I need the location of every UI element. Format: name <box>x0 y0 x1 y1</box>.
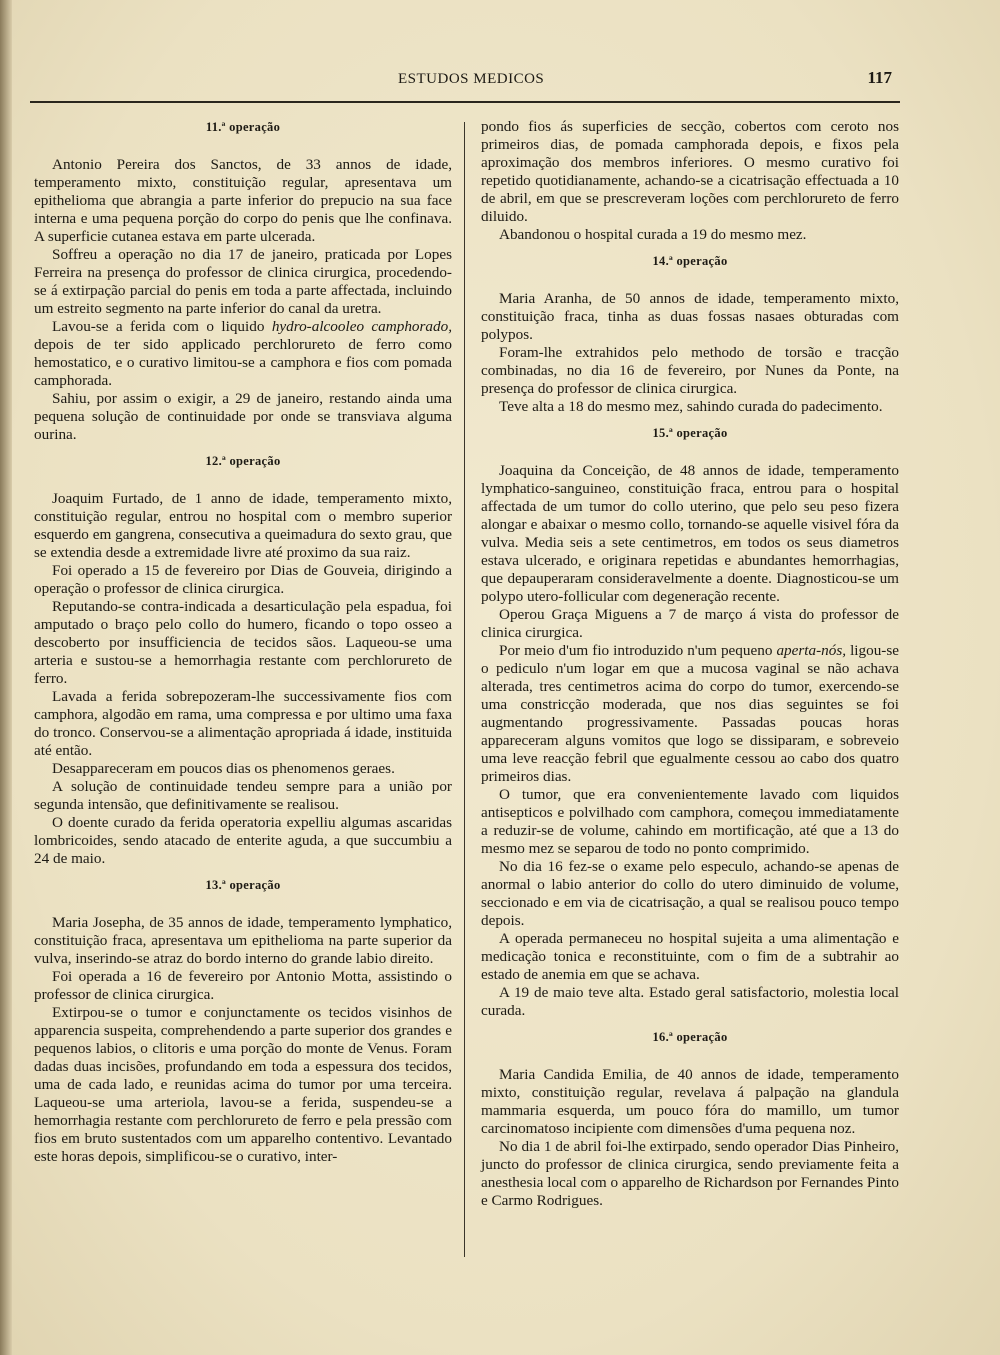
running-title: ESTUDOS MEDICOS <box>398 71 545 87</box>
paragraph: Joaquina da Conceição, de 48 annos de idade, temperamento lymphatico-sanguineo, constituição fraca, entrou para o hospital affectada de um tumor do collo uterino, que pelo seu peso fizera alongar e abaixar o mesmo collo, tornando-se aquelle visivel fóra da vulva. Media seis a sete centimetros, em todos os seus diametros estava ulcerado, e originara repetidas e abundantes hemorrhagias, que depauperaram consideravelmente a doente. Diagnosticou-se um polypo utero-follicular com degeneração recente. <box>481 462 899 605</box>
paragraph <box>481 642 899 786</box>
paragraph: No dia 1 de abril foi-lhe extirpado, sendo operador Dias Pinheiro, juncto do professor de clinica cirurgica, sendo previamente feita a anesthesia local com o apparelho de Richardson por Fernandes Pinto e Carmo Rodrigues. <box>481 1138 899 1209</box>
text-run: ligou-se o pediculo n'um logar em que a mucosa vaginal se não achava alterada, tres centimetros acima do corpo do tumor, exercendo-se uma constricção moderada, que nos dias seguintes se foi augmentando progressivamente. Passadas poucas horas appareceram alguns vomitos que logo se dissiparam, e sobreveio uma leve reacção febril que egualmente cessou ao cabo dos quatro primeiros dias. <box>481 642 899 785</box>
paragraph: Operou Graça Miguens a 7 de março á vista do professor de clinica cirurgica. <box>481 606 899 641</box>
paragraph: Foi operada a 16 de fevereiro por Antonio Motta, assistindo o professor de clinica cirurgica. <box>34 968 452 1003</box>
section-heading-op13: 13.ª operação <box>205 878 281 892</box>
paragraph: Maria Aranha, de 50 annos de idade, temperamento mixto, constituição fraca, tinha as duas fossas nasaes obturadas com polypos. <box>481 290 899 343</box>
paragraph: A solução de continuidade tendeu sempre para a união por segunda intensão, que definitivamente se realisou. <box>34 778 452 813</box>
paragraph: Sahiu, por assim o exigir, a 29 de janeiro, restando ainda uma pequena solução de continuidade por onde se transviava alguma ourina. <box>34 390 452 443</box>
running-header <box>30 66 900 94</box>
paragraph: Antonio Pereira dos Sanctos, de 33 annos de idade, temperamento mixto, constituição regular, apresentava um epithelioma que abrangia a parte inferior do prepucio na sua face interna e uma pequena porção do corpo do penis que lhe confinava. A superficie cutanea estava em parte ulcerada. <box>34 156 452 245</box>
paragraph: A 19 de maio teve alta. Estado geral satisfactorio, molestia local curada. <box>481 984 899 1019</box>
paragraph: No dia 16 fez-se o exame pelo especulo, achando-se apenas de anormal o labio anterior do collo do utero diminuido de volume, seccionado e em via de cicatrisação, a qual se realisou pouco tempo depois. <box>481 858 899 929</box>
section-heading-op12: 12.ª operação <box>205 454 281 468</box>
text-run: Por meio d'um fio introduzido n'um pequeno <box>499 642 777 659</box>
italic-text-run: hydro-alcooleo camphorado, <box>271 318 453 335</box>
column-divider <box>464 122 465 1257</box>
section-heading-op11: 11.ª operação <box>205 120 281 134</box>
paragraph: O tumor, que era convenientemente lavado com liquidos antisepticos e polvilhado com camphora, começou immediatamente a reduzir-se de volume, cahindo em mortificação, até que a 13 do mesmo mez se separou de todo no ponto comprimido. <box>481 786 899 857</box>
left-column <box>34 118 452 1166</box>
header-rule <box>30 101 900 103</box>
paragraph: Joaquim Furtado, de 1 anno de idade, temperamento mixto, constituição regular, entrou no hospital com o membro superior esquerdo em gangrena, consecutiva a queimadura do sexto grau, que se extendia desde a extremidade livre até proximo da sua raiz. <box>34 490 452 561</box>
paragraph: Abandonou o hospital curada a 19 do mesmo mez. <box>499 226 807 243</box>
paragraph: O doente curado da ferida operatoria expelliu algumas ascaridas lombricoides, sendo atacado de enterite aguda, a que succumbiu a 24 de maio. <box>34 814 452 867</box>
right-column <box>481 118 899 1210</box>
paragraph <box>34 318 452 390</box>
paragraph: Foram-lhe extrahidos pelo methodo de torsão e tracção combinadas, no dia 16 de fevereiro, por Nunes da Ponte, na presença do professor de clinica cirurgica. <box>481 344 899 397</box>
page-number: 117 <box>867 68 892 87</box>
section-heading-op14: 14.ª operação <box>652 254 728 268</box>
paragraph: A operada permaneceu no hospital sujeita a uma alimentação e medicação tonica e reconstituinte, com o fim de a subtrahir ao estado de anemia em que se achava. <box>481 930 899 983</box>
paragraph: Reputando-se contra-indicada a desarticulação pela espadua, foi amputado o braço pelo collo do humero, ficando o topo osseo a descoberto por insufficiencia de tecidos sãos. Laqueou-se uma arteria e sustou-se a hemorrhagia restante com perchlorureto de ferro. <box>34 598 452 687</box>
paragraph: Maria Candida Emilia, de 40 annos de idade, temperamento mixto, constituição regular, revelava á palpação na glandula mammaria esquerda, um pouco fóra do mamillo, um tumor carcinomatoso incipiente com dimensões d'uma pequena noz. <box>481 1066 899 1137</box>
paragraph: Lavada a ferida sobrepozeram-lhe successivamente fios com camphora, algodão em rama, uma compressa e por ultimo uma faxa do tronco. Conservou-se a alimentação apropriada á idade, instituida até então. <box>34 688 452 759</box>
paragraph: Teve alta a 18 do mesmo mez, sahindo curada do padecimento. <box>499 398 883 415</box>
paragraph: Maria Josepha, de 35 annos de idade, temperamento lymphatico, constituição fraca, apresentava um epithelioma na parte superior da vulva, inserindo-se atraz do bordo interno do grande labio direito. <box>34 914 452 967</box>
text-run: Lavou-se a ferida com o liquido <box>52 318 272 335</box>
paragraph: Extirpou-se o tumor e conjunctamente os tecidos visinhos de apparencia suspeita, comprehendendo a parte superior dos grandes e pequenos labios, o clitoris e uma porção do monte de Venus. Foram dadas duas incisões, profundando em toda a espessura dos tecidos, uma de cada lado, e reunidas acima do tumor por uma terceira. Laqueou-se uma arteriola, lavou-se a ferida, suspendeu-se a hemorrhagia restante com perchlorureto de ferro e pela pressão com fios em bruto sustentados com um apparelho contentivo. Levantado este horas depois, simplificou-se o curativo, inter- <box>34 1004 452 1165</box>
paragraph: Soffreu a operação no dia 17 de janeiro, praticada por Lopes Ferreira na presença do professor de clinica cirurgica, procedendo-se á extirpação parcial do penis em toda a parte affectada, incluindo um estreito segmento na parte inferior do canal da uretra. <box>34 246 452 317</box>
paragraph: Desappareceram em poucos dias os phenomenos geraes. <box>52 760 395 777</box>
section-heading-op16: 16.ª operação <box>652 1030 728 1044</box>
section-heading-op15: 15.ª operação <box>652 426 728 440</box>
italic-text-run: aperta-nós, <box>776 642 847 659</box>
text-run: depois de ter sido applicado perchlorureto de ferro como hemostatico, e o curativo limitou-se a camphora e fios com pomada camphorada. <box>34 336 452 389</box>
page-binding-edge <box>0 0 12 1355</box>
paragraph-continued: pondo fios ás superficies de secção, cobertos com ceroto nos primeiros dias, de pomada camphorada depois, e fixos pela aproximação dos membros inferiores. O mesmo curativo foi repetido quotidianamente, achando-se a cicatrisação effectuada a 10 de abril, em que se prescreveram loções com perchlorureto de ferro diluido. <box>481 118 899 225</box>
paragraph: Foi operado a 15 de fevereiro por Dias de Gouveia, dirigindo a operação o professor de clinica cirurgica. <box>34 562 452 597</box>
